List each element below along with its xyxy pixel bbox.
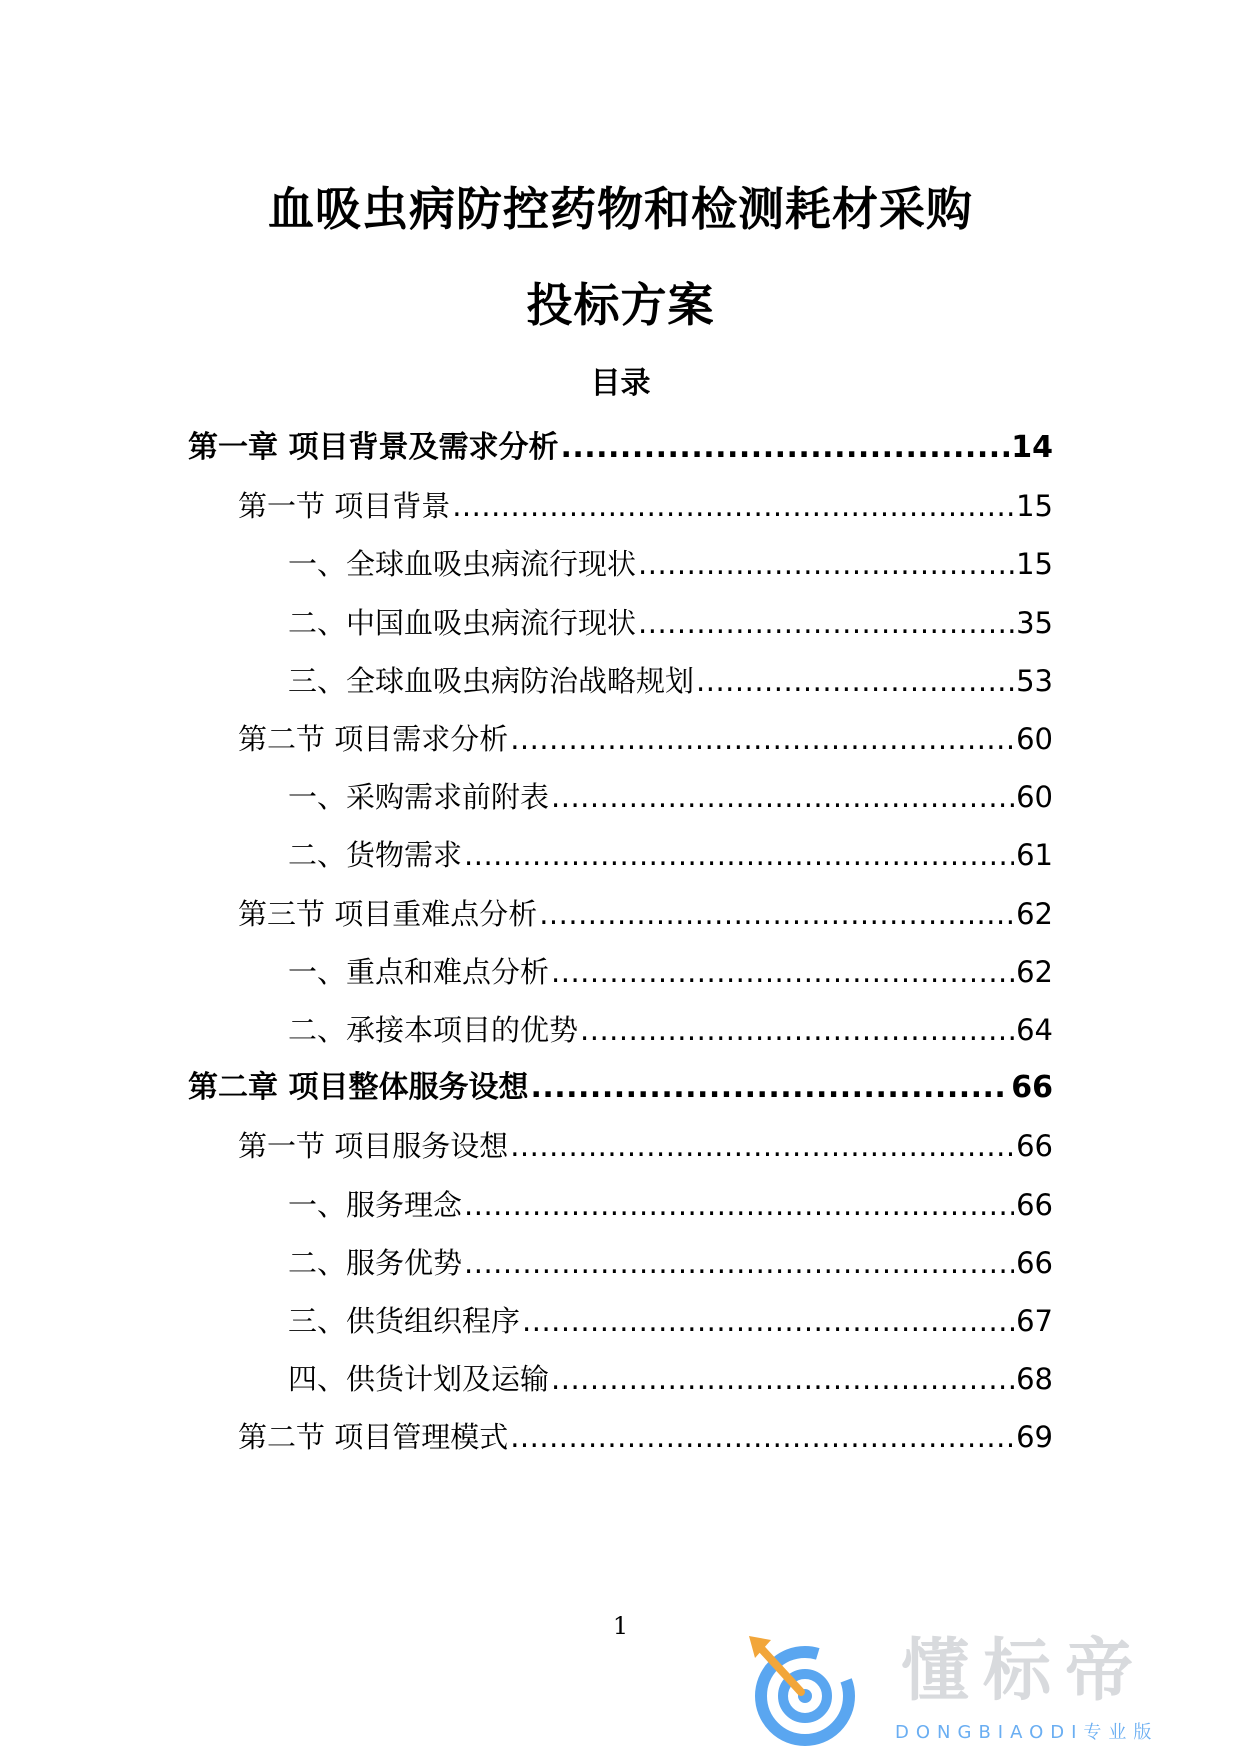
toc-entry-page: 15 — [1016, 489, 1053, 523]
toc-entry-page: 69 — [1016, 1420, 1053, 1454]
toc-dot-leader — [464, 835, 1014, 875]
toc-entry-label: 第二章 项目整体服务设想 — [188, 1070, 529, 1105]
toc-entry-label: 第一节 项目服务设想 — [238, 1129, 509, 1163]
toc-entry-label: 三、全球血吸虫病防治战略规划 — [288, 664, 695, 698]
toc-entry-page: 66 — [1016, 1188, 1053, 1222]
toc-entry-label: 第一章 项目背景及需求分析 — [188, 430, 559, 465]
toc-entry[interactable] — [238, 486, 1053, 526]
toc-entry-label: 第二节 项目管理模式 — [238, 1420, 509, 1454]
page-number: 1 — [612, 1612, 629, 1640]
toc-entry-label: 二、货物需求 — [288, 838, 463, 872]
toc-dot-leader — [539, 894, 1014, 934]
toc-entry[interactable] — [288, 1185, 1053, 1225]
toc-entry[interactable] — [238, 719, 1053, 759]
toc-entry-page: 66 — [1016, 1246, 1053, 1280]
toc-entry-page: 68 — [1016, 1362, 1053, 1396]
toc-entry-page: 62 — [1016, 955, 1053, 989]
watermark — [745, 1630, 1215, 1748]
toc-dot-leader — [530, 1068, 1009, 1108]
toc-entry-label: 一、采购需求前附表 — [288, 780, 550, 814]
toc-entry-page: 66 — [1016, 1129, 1053, 1163]
toc-entry[interactable] — [288, 661, 1053, 701]
toc-entry[interactable] — [288, 1010, 1053, 1050]
toc-dot-leader — [452, 486, 1014, 526]
watermark-brand-name: 懂标帝 — [901, 1632, 1148, 1711]
toc-dot-leader — [464, 1243, 1014, 1283]
toc-entry-label: 第三节 项目重难点分析 — [238, 897, 538, 931]
toc-entry[interactable] — [288, 603, 1053, 643]
toc-entry[interactable] — [288, 544, 1053, 584]
toc-entry-page: 62 — [1016, 897, 1053, 931]
toc-entry-label: 一、服务理念 — [288, 1188, 463, 1222]
document-title-line-1: 血吸虫病防控药物和检测耗材采购 — [268, 182, 973, 236]
toc-dot-leader — [510, 719, 1014, 759]
watermark-subtitle: DONGBIAODI专业版 — [895, 1722, 1159, 1743]
toc-entry-label: 第一节 项目背景 — [238, 489, 451, 523]
toc-dot-leader — [464, 1185, 1014, 1225]
toc-entry-page: 60 — [1016, 722, 1053, 756]
toc-entry[interactable] — [288, 777, 1053, 817]
toc-dot-leader — [551, 777, 1014, 817]
toc-entry-label: 一、全球血吸虫病流行现状 — [288, 547, 637, 581]
toc-entry[interactable] — [288, 1359, 1053, 1399]
toc-entry[interactable] — [238, 1417, 1053, 1457]
toc-entry-page: 15 — [1016, 547, 1053, 581]
toc-entry-page: 61 — [1016, 838, 1053, 872]
toc-entry-label: 二、中国血吸虫病流行现状 — [288, 606, 637, 640]
document-title-line-2: 投标方案 — [526, 278, 715, 332]
toc-entry[interactable] — [288, 835, 1053, 875]
toc-entry[interactable] — [288, 1243, 1053, 1283]
toc-entry-page: 60 — [1016, 780, 1053, 814]
toc-entry-page: 67 — [1016, 1304, 1053, 1338]
toc-dot-leader — [638, 544, 1014, 584]
toc-entry-label: 二、服务优势 — [288, 1246, 463, 1280]
toc-entry[interactable] — [188, 428, 1053, 468]
toc-dot-leader — [560, 428, 1009, 468]
target-arrow-icon — [745, 1634, 865, 1746]
toc-dot-leader — [638, 603, 1014, 643]
toc-entry-page: 53 — [1016, 664, 1053, 698]
toc-entry-label: 三、供货组织程序 — [288, 1304, 521, 1338]
toc-entry[interactable] — [288, 1301, 1053, 1341]
toc-dot-leader — [510, 1126, 1014, 1166]
toc-dot-leader — [551, 952, 1014, 992]
toc-entry-page: 35 — [1016, 606, 1053, 640]
toc-entry-label: 第二节 项目需求分析 — [238, 722, 509, 756]
toc-dot-leader — [580, 1010, 1014, 1050]
toc-entry-label: 一、重点和难点分析 — [288, 955, 550, 989]
toc-dot-leader — [551, 1359, 1014, 1399]
toc-dot-leader — [696, 661, 1014, 701]
toc-entry-page: 14 — [1011, 430, 1053, 465]
toc-entry-page: 64 — [1016, 1013, 1053, 1047]
toc-dot-leader — [522, 1301, 1014, 1341]
toc-dot-leader — [510, 1417, 1014, 1457]
toc-entry[interactable] — [288, 952, 1053, 992]
toc-entry[interactable] — [238, 894, 1053, 934]
toc-entry-page: 66 — [1011, 1070, 1053, 1105]
toc-entry-label: 二、承接本项目的优势 — [288, 1013, 579, 1047]
toc-entry[interactable] — [188, 1068, 1053, 1108]
toc-entry[interactable] — [238, 1126, 1053, 1166]
toc-heading: 目录 — [590, 366, 651, 401]
toc-entry-label: 四、供货计划及运输 — [288, 1362, 550, 1396]
